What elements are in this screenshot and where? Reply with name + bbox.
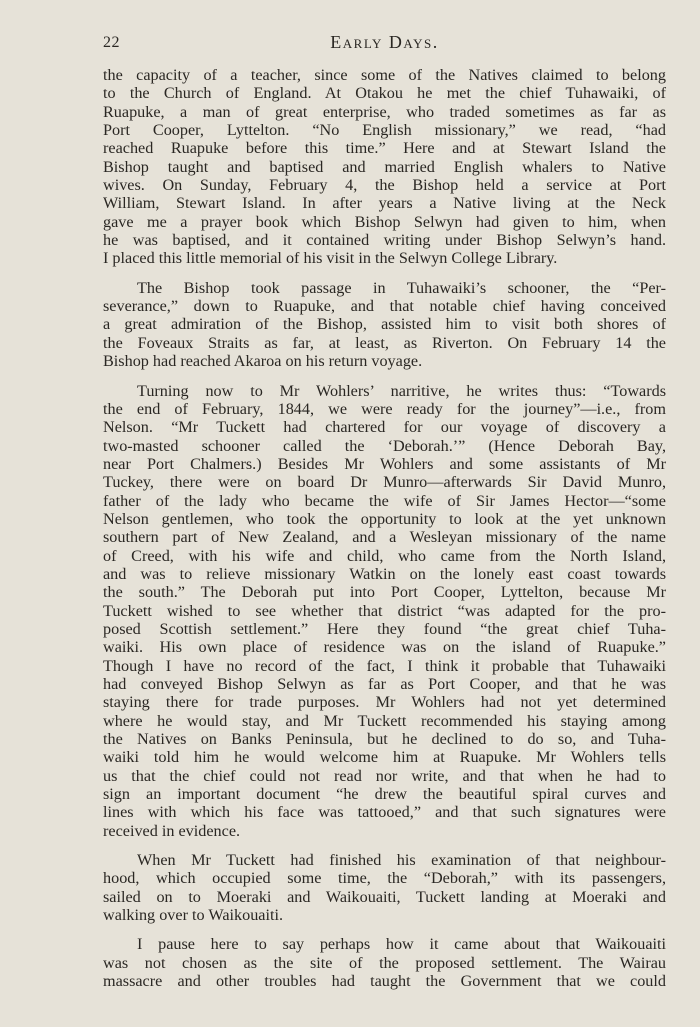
text-line: lines with which his face was tattooed,” and that such signatures were (103, 803, 666, 822)
text-line: received in evidence. (103, 821, 241, 840)
text-line: Turning now to Mr Wohlers’ narritive, he writes thus: “Towards (137, 381, 666, 400)
text-line: walking over to Waikouaiti. (103, 906, 284, 925)
text-line: Though I have no record of the fact, I think it probable that Tuhawaiki (103, 656, 666, 675)
text-line: Tuckett wished to see whether that district “was adapted for the pro- (103, 601, 666, 620)
text-line: near Port Chalmers.) Besides Mr Wohlers and some assistants of Mr (103, 454, 666, 473)
paragraph (103, 66, 666, 268)
text-line: Nelson. “Mr Tuckett had chartered for our voyage of discovery a (103, 418, 666, 437)
paragraph (103, 851, 666, 924)
book-page (103, 30, 666, 1002)
text-line: hood, which occupied some time, the “Deborah,” with its passengers, (103, 869, 666, 888)
text-line: waiki told him he would welcome him at Ruapuke. Mr Wohlers tells (103, 748, 666, 767)
text-line: The Bishop took passage in Tuhawaiki’s schooner, the “Per- (137, 278, 666, 297)
text-line: the Foveaux Straits as far, at least, as Riverton. On February 14 the (103, 333, 666, 352)
paragraph (103, 279, 666, 371)
text-line: the Natives on Banks Peninsula, but he declined to do so, and Tuha- (103, 730, 666, 749)
text-line: had conveyed Bishop Selwyn as far as Port Cooper, and that he was (103, 675, 666, 693)
text-line: posed Scottish settlement.” Here they found “the great chief Tuha- (103, 619, 666, 638)
text-line: Bishop had reached Akaroa on his return voyage. (103, 352, 423, 371)
body-text (103, 66, 666, 991)
text-line: us that the chief could not read nor write, and that when he had to (103, 766, 666, 785)
text-line: to the Church of England. At Otakou he met the chief Tuhawaiki, of (103, 84, 666, 103)
text-line: Nelson gentlemen, who took the opportunity to look at the yet unknown (103, 509, 666, 528)
text-line: where he would stay, and Mr Tuckett recommended his staying among (103, 711, 666, 730)
text-line: wives. On Sunday, February 4, the Bishop held a service at Port (103, 176, 666, 195)
text-line: massacre and other troubles had taught the Government that we could (103, 972, 666, 991)
page-number: 22 (103, 34, 120, 51)
text-line: Bishop taught and baptised and married English whalers to Native (103, 157, 666, 176)
text-line: the capacity of a teacher, since some of the Natives claimed to belong (103, 66, 666, 84)
text-line: of Creed, with his wife and child, who came from the North Island, (103, 546, 666, 565)
running-head: Early Days. (330, 32, 439, 52)
text-line: a great admiration of the Bishop, assisted him to visit both shores of (103, 315, 666, 334)
text-line: I pause here to say perhaps how it came about that Waikouaiti (137, 935, 666, 954)
text-line: and was to relieve missionary Watkin on the lonely east coast towards (103, 564, 666, 583)
text-line: severance,” down to Ruapuke, and that notable chief having conceived (103, 297, 666, 316)
text-line: sailed on to Moeraki and Waikouaiti, Tuckett landing at Moeraki and (103, 887, 666, 906)
text-line: Tuckey, there were on board Dr Munro—afterwards Sir David Munro, (103, 473, 666, 492)
text-line: gave me a prayer book which Bishop Selwyn had given to him, when (103, 212, 666, 231)
text-line: he was baptised, and it contained writing under Bishop Selwyn’s hand. (103, 231, 666, 250)
text-line: father of the lady who became the wife of Sir James Hector—“some (103, 491, 666, 510)
text-line: When Mr Tuckett had finished his examination of that neighbour- (137, 851, 666, 870)
text-line: William, Stewart Island. In after years a Native living at the Neck (103, 194, 666, 213)
text-line: Port Cooper, Lyttelton. “No English missionary,” we read, “had (103, 121, 666, 140)
text-line: I placed this little memorial of his visit in the Selwyn College Library. (103, 249, 558, 268)
text-line: the south.” The Deborah put into Port Cooper, Lyttelton, because Mr (103, 583, 666, 602)
page-header (103, 30, 666, 54)
text-line: reached Ruapuke before this time.” Here and at Stewart Island the (103, 139, 666, 158)
text-line: Ruapuke, a man of great enterprise, who traded sometimes as far as (103, 102, 666, 121)
text-line: staying there for trade purposes. Mr Wohlers had not yet determined (103, 693, 666, 712)
text-line: the end of February, 1844, we were ready for the journey”—i.e., from (103, 399, 666, 418)
paragraph (103, 935, 666, 990)
paragraph (103, 382, 666, 841)
text-line: southern part of New Zealand, and a Wesleyan missionary of the name (103, 528, 666, 547)
text-line: was not chosen as the site of the proposed settlement. The Wairau (103, 953, 666, 972)
text-line: sign an important document “he drew the beautiful spiral curves and (103, 785, 666, 804)
text-line: two-masted schooner called the ‘Deborah.’” (Hence Deborah Bay, (103, 436, 666, 455)
text-line: waiki. His own place of residence was on the island of Ruapuke.” (103, 638, 666, 657)
